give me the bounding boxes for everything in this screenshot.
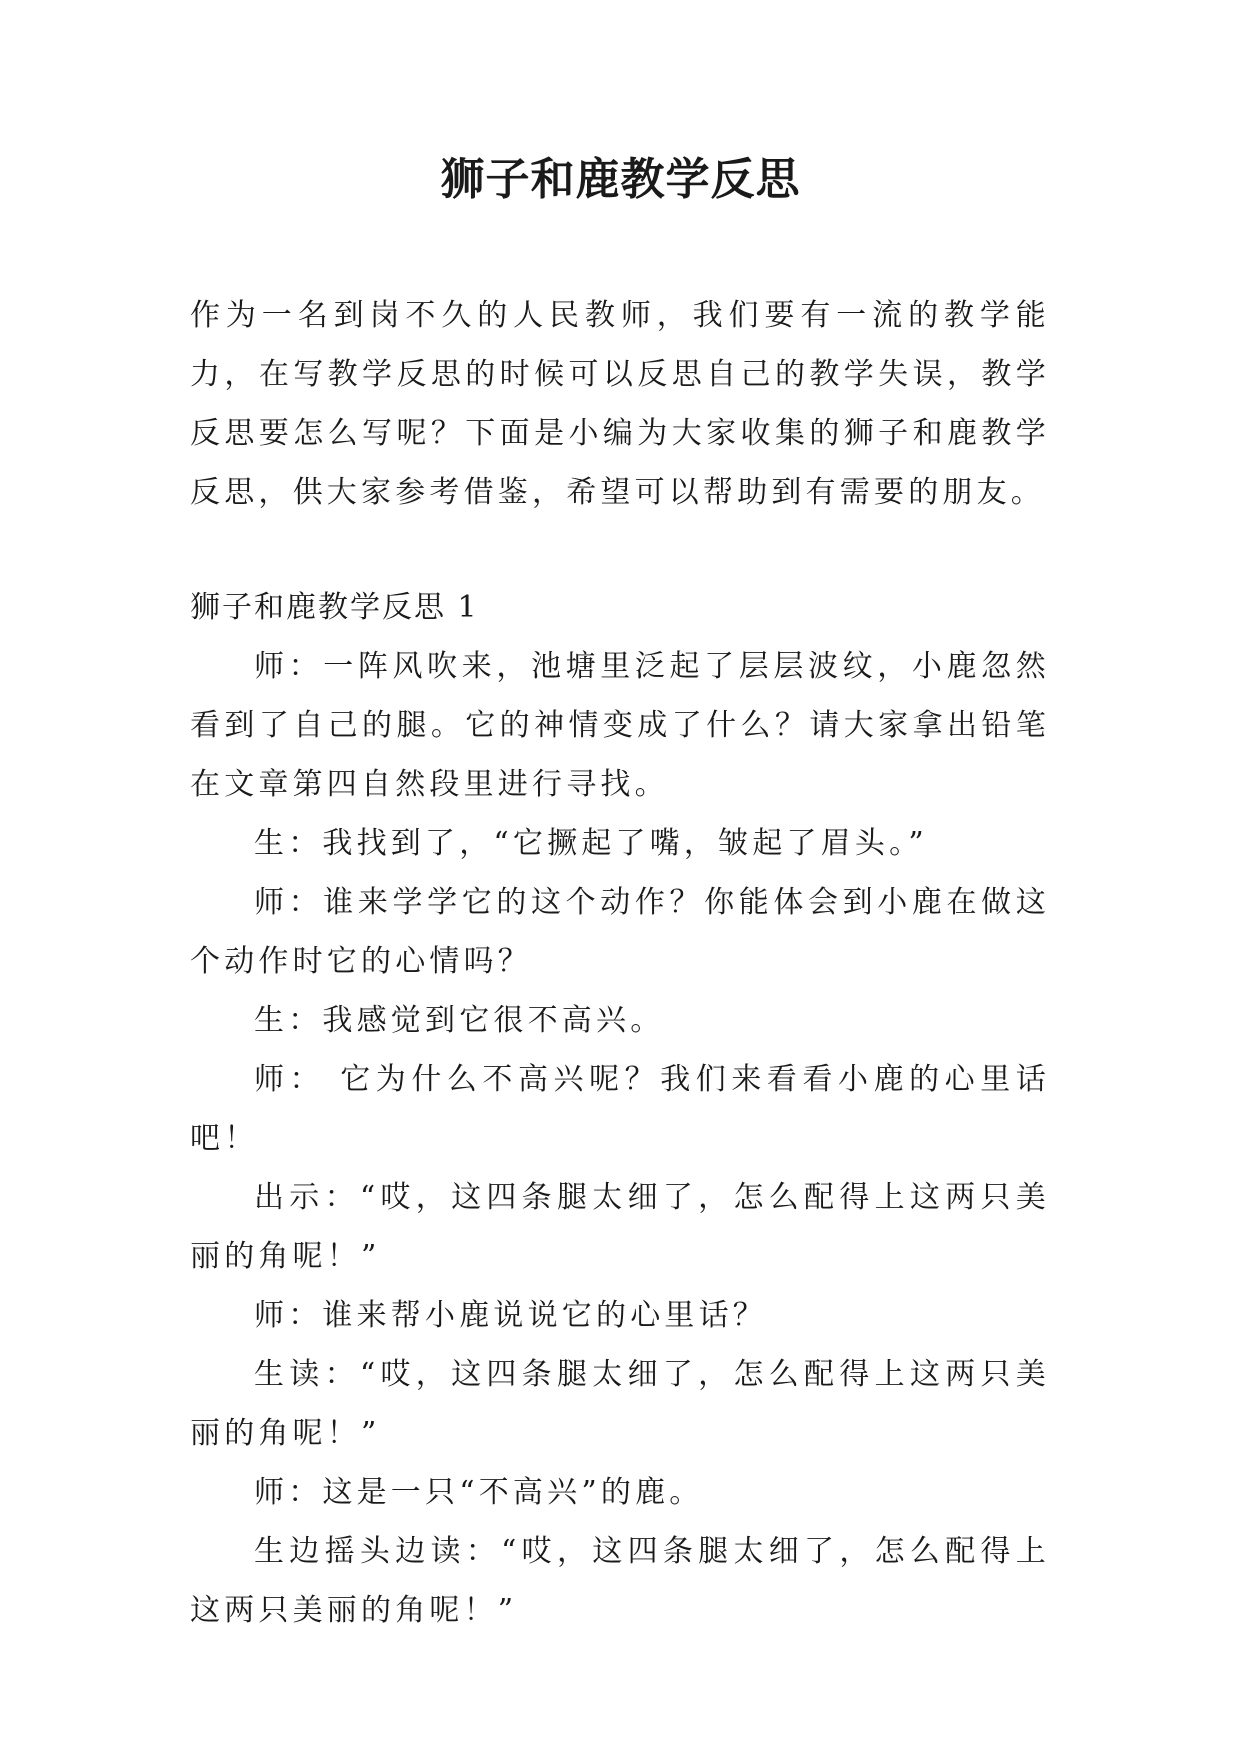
paragraph: 师：这是一只“不高兴”的鹿。 xyxy=(254,1475,704,1510)
paragraph: 师：一阵风吹来，池塘里泛起了层层波纹，小鹿忽然看到了自己的腿。它的神情变成了什么？请大家拿出铅笔在文章第四自然段里进行寻找。 xyxy=(190,649,1050,802)
paragraph: 师：谁来学学它的这个动作？你能体会到小鹿在做这个动作时它的心情吗？ xyxy=(190,885,1050,979)
paragraph: 生读：“哎，这四条腿太细了，怎么配得上这两只美丽的角呢！” xyxy=(190,1357,1050,1451)
intro-paragraph: 作为一名到岗不久的人民教师，我们要有一流的教学能力，在写教学反思的时候可以反思自己的教学失误，教学反思要怎么写呢？下面是小编为大家收集的狮子和鹿教学反思，供大家参考借鉴，希望可以帮助到有需要的朋友。 xyxy=(190,298,1050,510)
dialogue-section xyxy=(190,637,1050,1640)
paragraph: 生：我感觉到它很不高兴。 xyxy=(254,1003,665,1038)
paragraph: 师： 它为什么不高兴呢？我们来看看小鹿的心里话吧！ xyxy=(190,1062,1050,1156)
document-title: 狮子和鹿教学反思 xyxy=(440,154,801,205)
paragraph: 生边摇头边读：“哎，这四条腿太细了，怎么配得上这两只美丽的角呢！” xyxy=(190,1534,1050,1628)
section-heading: 狮子和鹿教学反思 1 xyxy=(190,590,479,625)
paragraph: 出示：“哎，这四条腿太细了，怎么配得上这两只美丽的角呢！” xyxy=(190,1180,1050,1274)
paragraph: 师：谁来帮小鹿说说它的心里话？ xyxy=(254,1298,767,1333)
paragraph: 生：我找到了，“它撅起了嘴，皱起了眉头。” xyxy=(254,826,928,861)
